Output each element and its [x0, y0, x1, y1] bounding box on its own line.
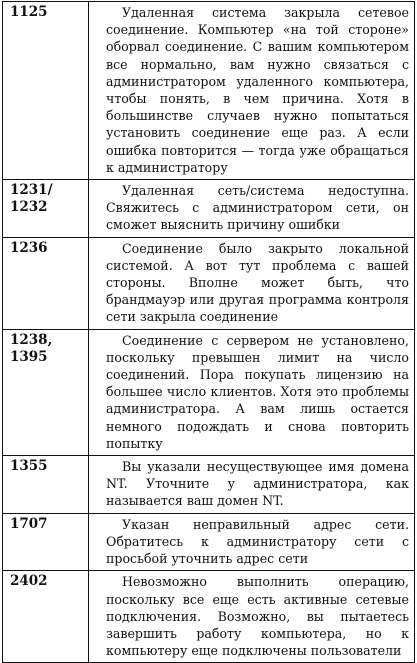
- error-description: Удаленная система закрыла сетевое соединение. Компьютер «на той стороне» оборвал соединение. С вашим компьютером все нормально, вам нужно связаться с администратором удаленного компьютера, чтобы понять, в чем причина. Хотя в большинстве случаев нужно попытаться установить соединение еще раз. А если ошибка повторится — тогда уже обращаться к администратору: [89, 2, 415, 180]
- error-description: Соединение с сервером не установлено, поскольку превышен лимит на число соединений. Пора покупать лицензию на большее число клиентов. Хотя это проблемы администратора. А вам лишь остается немного подождать и снова повторить попытку: [89, 329, 415, 455]
- error-description: Удаленная сеть/система недоступна. Свяжитесь с администратором сети, он сможет выяснить причину ошибки: [89, 180, 415, 238]
- error-code: 1125: [3, 2, 89, 180]
- table-row: [3, 2, 415, 180]
- table-row: [3, 329, 415, 455]
- error-code: 1231/ 1232: [3, 180, 89, 238]
- error-description: Указан неправильный адрес сети. Обратитесь к администратору сети с просьбой уточнить адрес сети: [89, 513, 415, 571]
- table-row: [3, 456, 415, 514]
- error-description: Соединение было закрыто локальной системой. А вот тут проблема с вашей стороны. Вполне может быть, что брандмауэр или другая программа контроля сети закрыла соединение: [89, 237, 415, 329]
- error-codes-table: [2, 1, 415, 663]
- table-row: [3, 513, 415, 571]
- table-row: [3, 237, 415, 329]
- error-code: 1707: [3, 513, 89, 571]
- error-code: 2402: [3, 571, 89, 663]
- error-description: Невозможно выполнить операцию, поскольку все еще есть активные сетевые подключения. Возможно, вы пытаетесь завершить работу компьютера, но к компьютеру еще подключены пользователи: [89, 571, 415, 663]
- error-code: 1355: [3, 456, 89, 514]
- error-code: 1236: [3, 237, 89, 329]
- table-row: [3, 571, 415, 663]
- error-code: 1238, 1395: [3, 329, 89, 455]
- error-description: Вы указали несуществующее имя домена NT. Уточните у администратора, как называется ваш домен NT.: [89, 456, 415, 514]
- table-row: [3, 180, 415, 238]
